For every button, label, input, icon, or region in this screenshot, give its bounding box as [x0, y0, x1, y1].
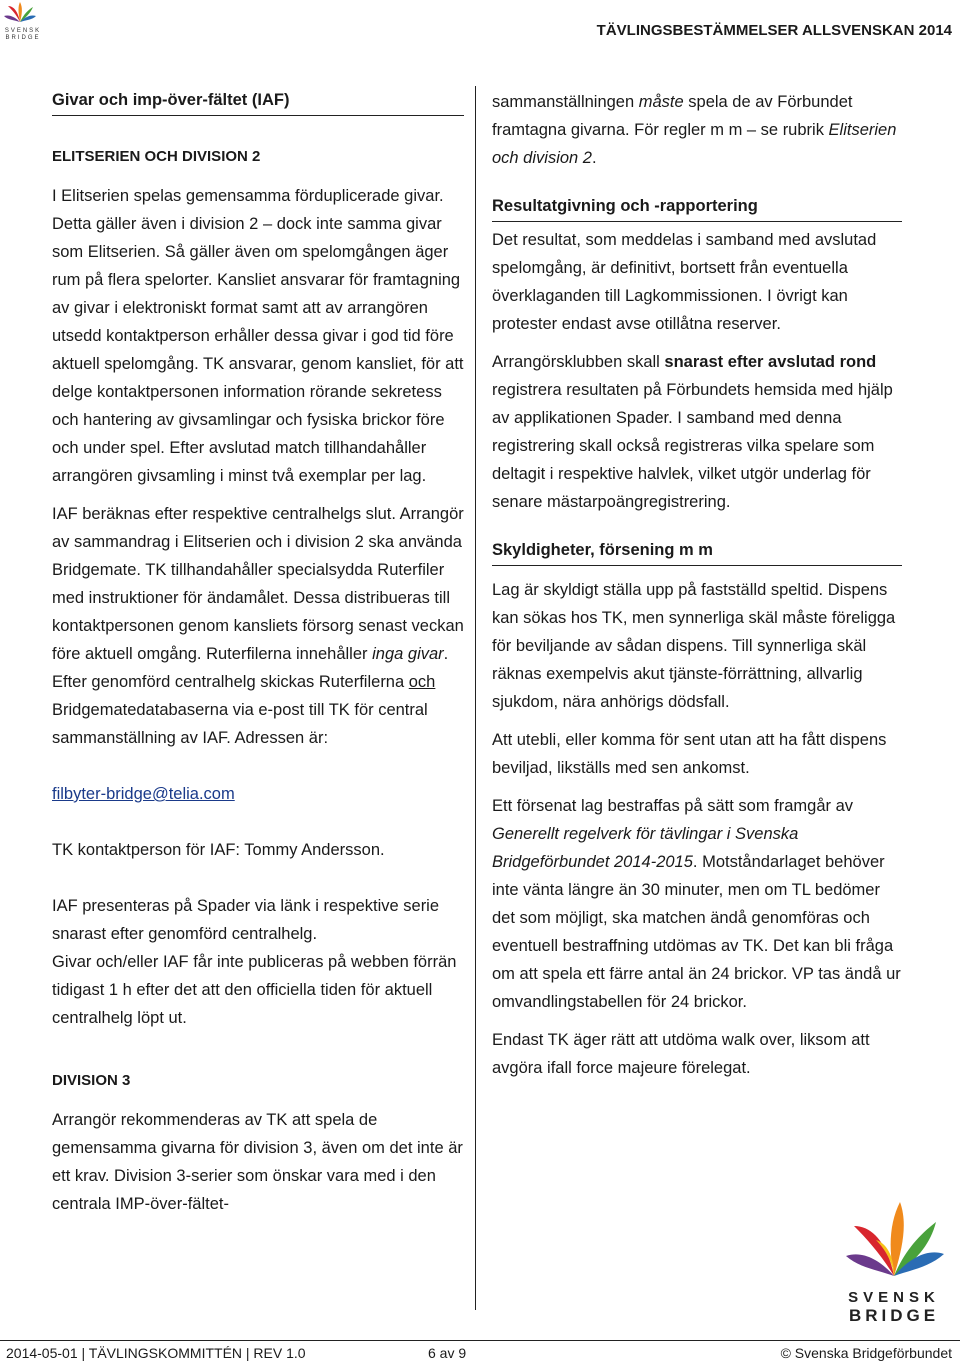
left-column: [52, 88, 464, 1218]
paragraph-kontaktperson: TK kontaktperson för IAF: Tommy Andersson.: [52, 841, 385, 859]
paragraph-walkover: Endast TK äger rätt att utdöma walk over, liksom att avgöra ifall force majeure förelegat.: [492, 1031, 870, 1077]
logo-text-top: SVENSK: [4, 28, 42, 34]
section-title-skyldigheter: Skyldigheter, försening m m: [492, 538, 902, 566]
paragraph-publicering: Givar och/eller IAF får inte publiceras på webben förrän tidigast 1 h efter det att den officiella tiden för aktuell centralhelg löpt ut.: [52, 953, 457, 1027]
paragraph-iaf-berakning: [52, 500, 464, 668]
paragraph-arrangorsklubben: [492, 348, 902, 516]
r-p1-end: .: [591, 149, 597, 167]
footer-divider: [0, 1340, 960, 1341]
paragraph-givar: I Elitserien spelas gemensamma förduplicerade givar. Detta gäller även i division 2 – dock inte samma givar som Elitserien. Så gäller även om spelomgången äger rum på flera spelorter. Kansliet ansvarar för framtagning av givar i elektroniskt format samt att av arrangören utsedd kontaktperson erhåller dessa givar i god tid före aktuell spelomgång. TK ansvarar, genom kansliet, för att delge kontaktpersonen information rörande sekretess och hantering av givsamlingar och fysiska brickor före och under spel. Efter avslutad match tillhandahåller arrangören givsamling i minst två exemplar per lag.: [52, 187, 464, 485]
r-p3-start: Arrangörsklubben skall: [492, 353, 665, 371]
footer-page-number: 6 av 9: [428, 1345, 467, 1361]
paragraph-division3: Arrangör rekommenderas av TK att spela de gemensamma givarna för division 3, även om det inte är ett krav. Division 3-serier som önskar vara med i den centrala IMP-över-fältet-: [52, 1111, 463, 1213]
subtitle-elitserien: ELITSERIEN OCH DIVISION 2: [52, 148, 261, 165]
section-title-resultat: Resultatgivning och -rapportering: [492, 194, 902, 222]
r-p1-start: sammanställningen: [492, 93, 639, 111]
paragraph-sammanstallning: [492, 88, 902, 172]
p3-underline: och: [408, 673, 436, 691]
p3-start: Efter genomförd centralhelg skickas Ruterfilerna: [52, 673, 409, 691]
paragraph-forsenat: [492, 792, 902, 1016]
r-p3-bold: snarast efter avslutad rond: [664, 353, 877, 371]
r-p3-end: registrera resultaten på Förbundets hemsida med hjälp av applikationen Spader. I samband med denna registrering skall också registreras vilka spelare som deltagit i respektive halvlek, vilket utgör underlag för senare mästarpoängregistrering.: [492, 381, 893, 511]
r-p1-italic1: måste: [638, 93, 684, 111]
paragraph-resultat: Det resultat, som meddelas i samband med avslutad spelomgång, är definitivt, bortsett från eventuella överklaganden till Lagkommissionen. I övrigt kan protester endast avse otillåtna reserver.: [492, 231, 877, 333]
paragraph-ruterfiler: [52, 668, 464, 752]
p3-end: Bridgematedatabaserna via e-post till TK för central sammanställning av IAF. Adressen är:: [52, 701, 428, 747]
paragraph-speltid: Lag är skyldigt ställa upp på fastställd speltid. Dispens kan sökas hos TK, men synnerliga skäl måste föreligga för beviljande av sådan dispens. Till synnerliga skäl räknas exempelvis akut tjänste-förrättning, allvarlig sjukdom, nära anhörigs dödsfall.: [492, 581, 896, 711]
r-p6-italic: Generellt regelverk för tävlingar i Svenska Bridgeförbundet 2014-2015: [492, 825, 799, 871]
r-p1-mid: spela de av Förbundet framtagna givarna. För regler m m – se rubrik: [492, 93, 853, 139]
p2-end: .: [443, 645, 449, 663]
email-link[interactable]: filbyter-bridge@telia.com: [52, 785, 235, 803]
svensk-bridge-logo-large: [838, 1196, 950, 1328]
footer-left-text: 2014-05-01 | TÄVLINGSKOMMITTÉN | REV 1.0: [6, 1345, 306, 1361]
column-divider: [475, 86, 476, 1310]
page-header-title: TÄVLINGSBESTÄMMELSER ALLSVENSKAN 2014: [596, 22, 952, 39]
bridge-flower-large-icon: [838, 1196, 950, 1284]
subtitle-division3: DIVISION 3: [52, 1072, 131, 1089]
r-p6-end: . Motståndarlaget behöver inte vänta längre än 30 minuter, men om TL bedömer det som möjligt, ska matchen ändå genomföras och eventuell bestraffning utdömas av TK. Det kan bli fråga om att spela ett färre antal än 24 brickor. VP tas ändå ur omvandlingstabellen för 24 brickor.: [492, 853, 901, 1011]
paragraph-utebli: Att utebli, eller komma för sent utan att ha fått dispens beviljad, likställs med sen ankomst.: [492, 731, 887, 777]
bridge-flower-icon: [0, 0, 40, 28]
r-p1-italic2: Elitserien och division 2: [492, 121, 897, 167]
p2-text: IAF beräknas efter respektive centralhelgs slut. Arrangör av sammandrag i Elitserien och i division 2 ska använda Bridgemate. TK tillhandahåller specialsydda Ruterfiler med instruktioner för ändamålet. Dessa distribueras till kontaktpersonen genom kansliets försorg senast veckan före aktuell omgång. Ruterfilerna innehåller: [52, 505, 464, 663]
r-p6-start: Ett försenat lag bestraffas på sätt som framgår av: [492, 797, 854, 815]
footer-copyright: © Svenska Bridgeförbundet: [780, 1345, 952, 1361]
p2-italic: inga givar: [372, 645, 444, 663]
logo-large-text-bottom: BRIDGE: [848, 1306, 940, 1325]
paragraph-spader: IAF presenteras på Spader via länk i respektive serie snarast efter genomförd centralhelg.: [52, 897, 440, 943]
section-title-iaf: Givar och imp-över-fältet (IAF): [52, 88, 464, 116]
right-column: [492, 88, 902, 1082]
logo-large-text-top: SVENSK: [848, 1289, 940, 1306]
svensk-bridge-logo-small: [0, 0, 46, 40]
logo-text-bottom: BRIDGE: [5, 35, 41, 41]
